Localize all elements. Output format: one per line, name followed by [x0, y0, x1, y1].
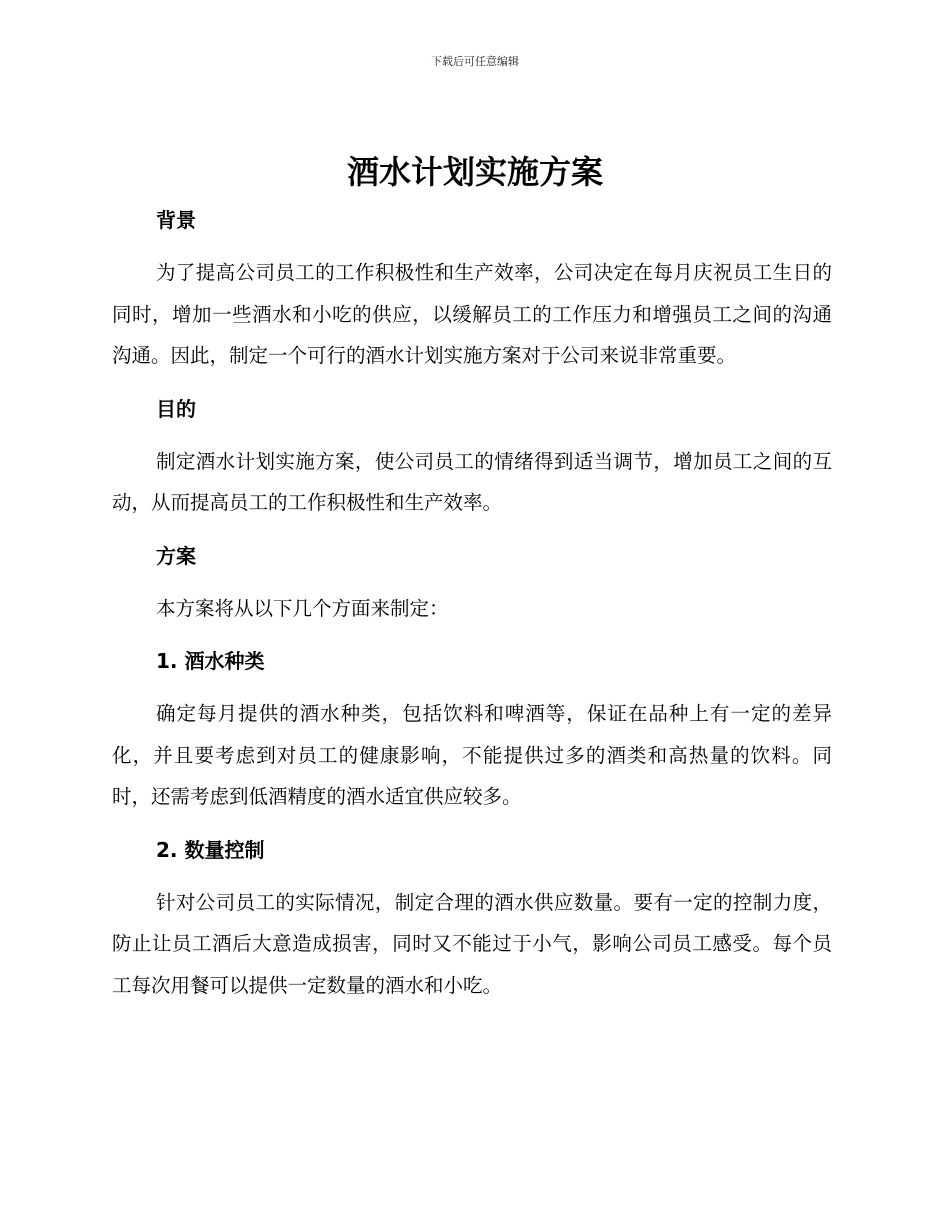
section-paragraph: 确定每月提供的酒水种类，包括饮料和啤酒等，保证在品种上有一定的差异化，并且要考虑到对员工的健康影响，不能提供过多的酒类和高热量的饮料。同时，还需考虑到低酒精度的酒水适宜供应较多。: [112, 702, 832, 808]
section-purpose: [112, 389, 832, 536]
document-title: 酒水计划实施方案: [346, 153, 603, 191]
section-paragraph: 制定酒水计划实施方案，使公司员工的情绪得到适当调节，增加员工之间的互动，从而提高员工的工作积极性和生产效率。: [112, 449, 832, 514]
section-heading: 方案: [156, 543, 196, 568]
section-heading: 1. 酒水种类: [156, 649, 265, 673]
document-body: [112, 200, 832, 1006]
section-plan: [112, 536, 832, 642]
section-paragraph: 本方案将从以下几个方面来制定：: [156, 596, 449, 620]
section-heading: 目的: [156, 396, 196, 421]
section-background: [112, 200, 832, 389]
section-paragraph: 针对公司员工的实际情况，制定合理的酒水供应数量。要有一定的控制力度，防止让员工酒后大意造成损害，同时又不能过于小气，影响公司员工感受。每个员工每次用餐可以提供一定数量的酒水和小吃。: [112, 890, 832, 997]
section-quantity-control: [112, 830, 832, 1007]
section-heading: 2. 数量控制: [156, 837, 265, 862]
section-paragraph: 为了提高公司员工的工作积极性和生产效率，公司决定在每月庆祝员工生日的同时，增加一些酒水和小吃的供应，以缓解员工的工作压力和增强员工之间的沟通沟通。因此，制定一个可行的酒水计划实施方案对于公司来说非常重要。: [112, 261, 832, 367]
section-heading: 背景: [156, 208, 196, 232]
page-header-note: 下载后可任意编辑: [431, 55, 519, 68]
section-drink-types: [112, 641, 832, 830]
